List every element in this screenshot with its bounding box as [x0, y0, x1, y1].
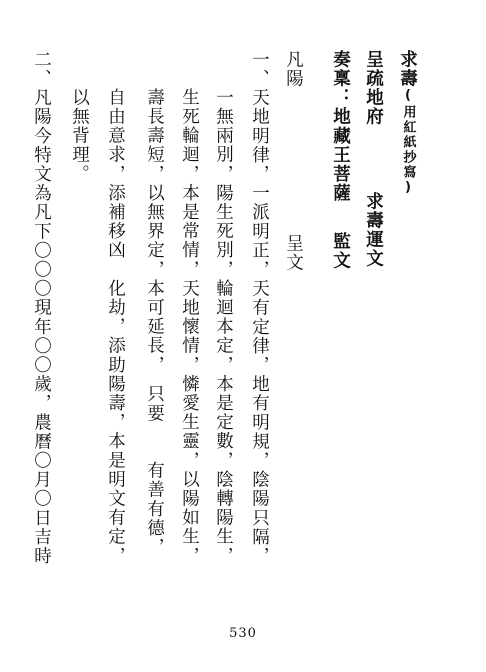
- recipient-column: [331, 50, 349, 203]
- page-number: 530: [229, 626, 257, 641]
- presenter-subject: 求壽運文: [363, 192, 384, 269]
- recipient-action: 監文: [330, 232, 351, 271]
- presenter-subject-column: [364, 192, 382, 268]
- sender-action: 呈文: [283, 234, 304, 273]
- title-note: (用紅紙抄寫): [400, 88, 416, 198]
- presenter-line: 呈疏地府: [363, 50, 384, 127]
- sender-column: [284, 50, 302, 88]
- paragraph-2-line-1: 二、凡陽今特文為凡下〇〇〇現年〇〇歲，農曆〇月〇日吉時: [31, 50, 52, 566]
- recipient-line: 奏稟：地藏王菩薩: [330, 50, 351, 203]
- paragraph-1-line-4: 壽長壽短，以無界定，本可延長， 只要 有善有德，: [144, 88, 165, 557]
- presenter-column: [364, 50, 382, 126]
- recipient-action-column: [331, 232, 349, 270]
- paragraph-1-line-3: 生死輪迴，本是常情，天地懷情，憐愛生靈，以陽如生，: [179, 88, 200, 566]
- sender-action-column: [284, 234, 302, 272]
- title-column: [398, 50, 416, 197]
- paragraph-1-line-6: 以無背理。: [69, 88, 90, 184]
- paragraph-1-line-1: 一、天地明律，一派明正，天有定律，地有明規，陰陽只隔，: [249, 50, 270, 566]
- paragraph-1-line-2: 一無兩別，陽生死別，輪迴本定，本是定數，陰轉陽生，: [213, 88, 234, 566]
- sender: 凡陽: [283, 50, 304, 89]
- document-title: 求壽: [397, 50, 418, 89]
- paragraph-1-line-5: 自由意求，添補移凶 化劫，添助陽壽，本是明文有定，: [105, 88, 126, 566]
